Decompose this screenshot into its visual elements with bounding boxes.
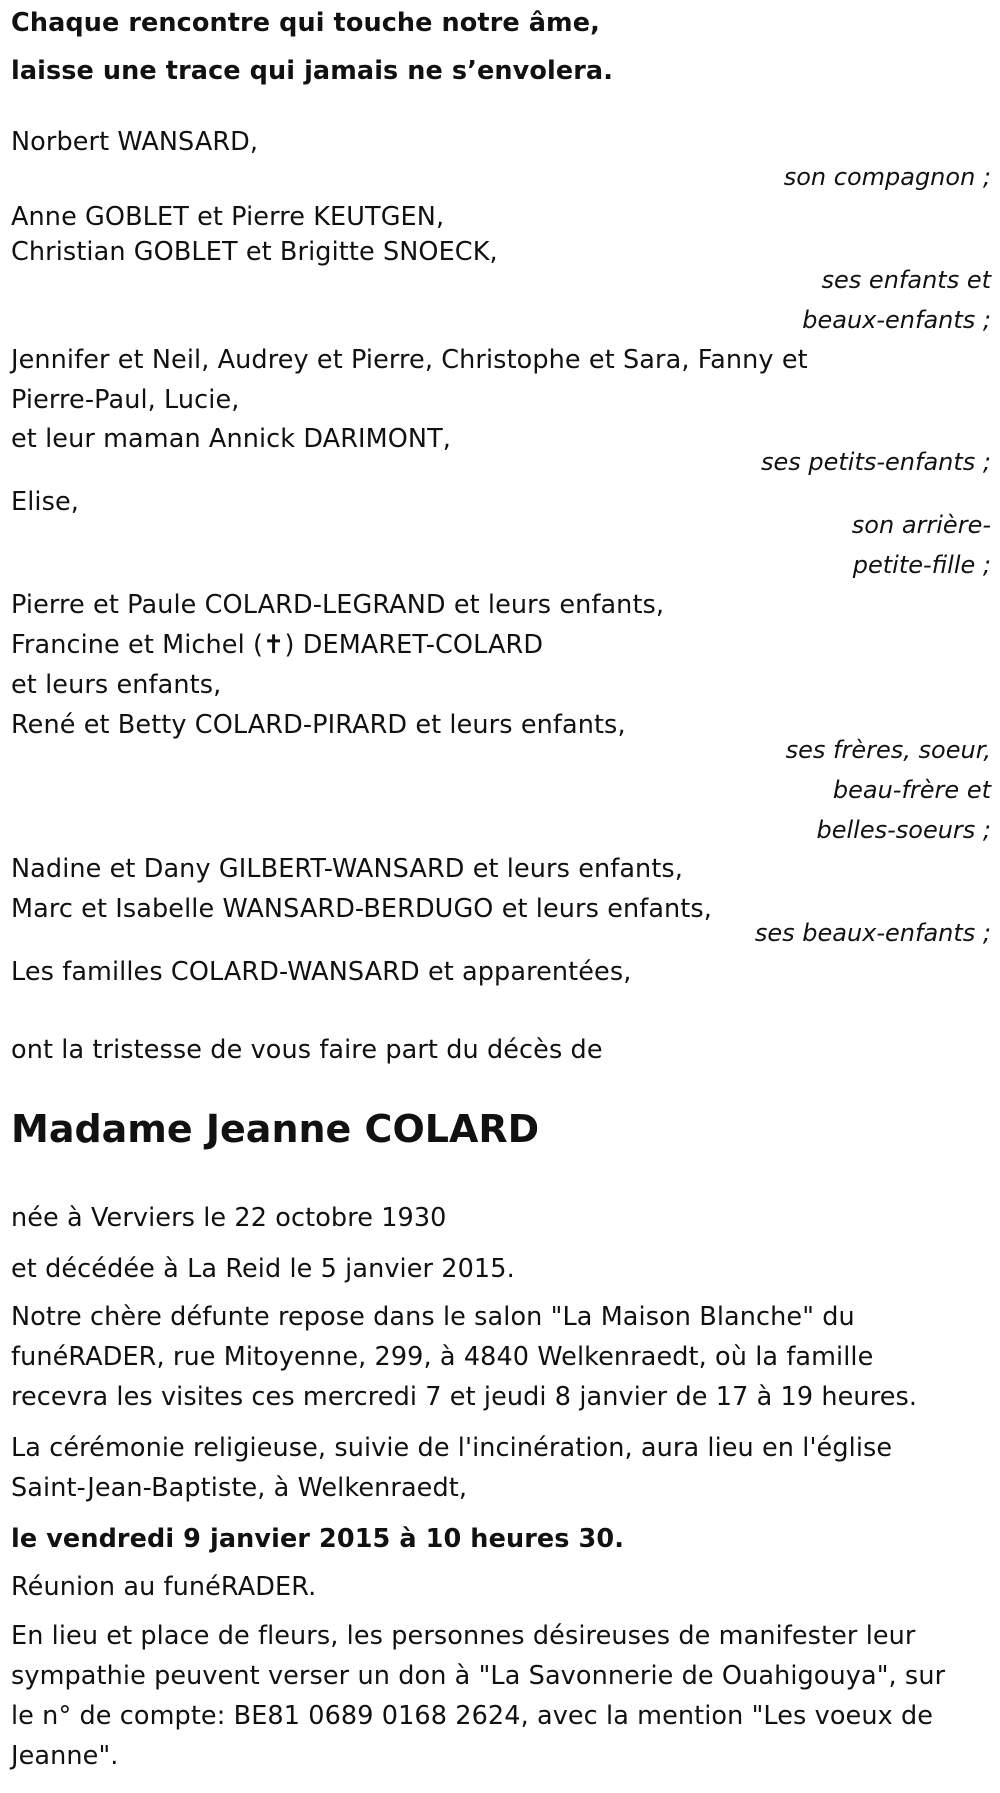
partner-name: Norbert WANSARD, [11,127,259,157]
ceremony-line-1: La cérémonie religieuse, suivie de l'incinération, aura lieu en l'église [11,1433,893,1463]
grandchildren-role: ses petits-enfants ; [760,448,991,476]
grandchildren-line-2: Pierre-Paul, Lucie, [11,385,240,415]
repose-line-1: Notre chère défunte repose dans le salon "La Maison Blanche" du [11,1302,855,1332]
stepchildren-role: ses beaux-enfants ; [754,919,991,947]
children-role-line-2: beaux-enfants ; [802,306,991,334]
intro-line-1: Chaque rencontre qui touche notre âme, [11,8,600,38]
children-role-line-1: ses enfants et [821,266,991,294]
repose-line-2: funéRADER, rue Mitoyenne, 299, à 4840 Welkenraedt, où la famille [11,1342,874,1372]
siblings-line-3: et leurs enfants, [11,670,222,700]
siblings-line-2: Francine et Michel (✝) DEMARET-COLARD [11,630,544,660]
greatgrandchild-role-line-1: son arrière- [851,511,991,539]
repose-line-3: recevra les visites ces mercredi 7 et jeudi 8 janvier de 17 à 19 heures. [11,1382,918,1412]
donation-line-3: le n° de compte: BE81 0689 0168 2624, avec la mention "Les voeux de [11,1701,934,1731]
greatgrandchild-role-line-2: petite-fille ; [852,551,991,579]
greatgrandchild-name: Elise, [11,487,79,517]
children-line-2: Christian GOBLET et Brigitte SNOECK, [11,237,498,267]
birth-line: née à Verviers le 22 octobre 1930 [11,1203,447,1233]
donation-line-2: sympathie peuvent verser un don à "La Savonnerie de Ouahigouya", sur [11,1661,946,1691]
grandchildren-line-3: et leur maman Annick DARIMONT, [11,424,451,454]
siblings-role-line-2: beau-frère et [832,776,991,804]
stepchildren-line-2: Marc et Isabelle WANSARD-BERDUGO et leurs enfants, [11,894,712,924]
ceremony-date: le vendredi 9 janvier 2015 à 10 heures 30. [11,1524,625,1554]
siblings-role-line-1: ses frères, soeur, [785,736,991,764]
siblings-line-4: René et Betty COLARD-PIRARD et leurs enfants, [11,710,626,740]
siblings-line-1: Pierre et Paule COLARD-LEGRAND et leurs enfants, [11,590,665,620]
donation-line-4: Jeanne". [11,1741,119,1771]
stepchildren-line-1: Nadine et Dany GILBERT-WANSARD et leurs enfants, [11,854,684,884]
intro-line-2: laisse une trace qui jamais ne s’envolera. [11,56,613,86]
families-line: Les familles COLARD-WANSARD et apparentées, [11,957,632,987]
announcement-line: ont la tristesse de vous faire part du décès de [11,1035,603,1065]
grandchildren-line-1: Jennifer et Neil, Audrey et Pierre, Christophe et Sara, Fanny et [11,345,808,375]
donation-line-1: En lieu et place de fleurs, les personnes désireuses de manifester leur [11,1621,916,1651]
siblings-role-line-3: belles-soeurs ; [816,816,991,844]
partner-role: son compagnon ; [783,163,991,191]
children-line-1: Anne GOBLET et Pierre KEUTGEN, [11,202,445,232]
reunion-line: Réunion au funéRADER. [11,1572,317,1602]
deceased-name: Madame Jeanne COLARD [11,1107,540,1151]
ceremony-line-2: Saint-Jean-Baptiste, à Welkenraedt, [11,1473,468,1503]
death-line: et décédée à La Reid le 5 janvier 2015. [11,1254,515,1284]
